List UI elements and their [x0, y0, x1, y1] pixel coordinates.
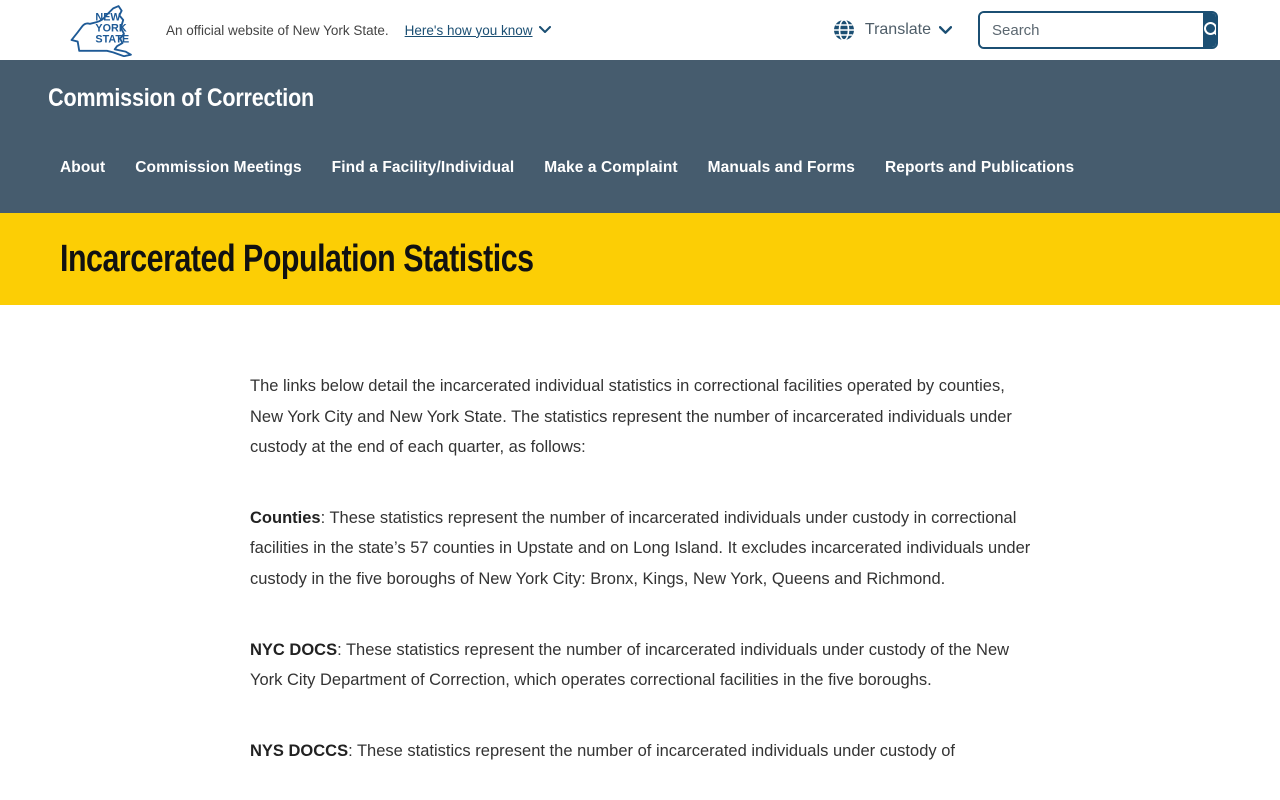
paragraph-text: : These statistics represent the number of incarcerated individuals under custody of the New York City Department of Correction, which operates correctional facilities in the five boroughs. [250, 640, 1010, 690]
official-banner-left [68, 3, 551, 57]
nys-logo[interactable] [68, 3, 146, 57]
paragraph-text: The links below detail the incarcerated individual statistics in correctional facilities operated by counties, New York City and New York State. The statistics represent the number of incarcerated individuals under custody at the end of each quarter, as follows: [250, 377, 1012, 457]
nav-find-a-facility-individual[interactable]: Find a Facility/Individual [331, 159, 515, 176]
paragraph-text: : These statistics represent the number of incarcerated individuals under custody of [348, 741, 955, 760]
page-title: Incarcerated Population Statistics [60, 237, 534, 280]
globe-icon [832, 18, 856, 42]
paragraph-text: : These statistics represent the number of incarcerated individuals under custody in correctional facilities in the state’s 57 counties in Upstate and on Long Island. It excludes incarcerated individuals under custody in the five boroughs of New York City: Bronx, Kings, New York, Queens and Richmond. [250, 508, 1031, 588]
new-york-state-outline-icon [68, 3, 146, 57]
official-banner-right [832, 11, 1218, 49]
counties-paragraph [250, 503, 1035, 595]
official-message: An official website of New York State. [166, 22, 389, 38]
nav-about[interactable]: About [60, 159, 106, 176]
chevron-down-icon [539, 26, 551, 34]
nav-reports-and-publications[interactable]: Reports and Publications [884, 159, 1075, 176]
search-icon [1203, 21, 1218, 39]
official-site-banner [0, 0, 1280, 60]
page-title-banner [0, 213, 1280, 305]
intro-paragraph [250, 371, 1035, 463]
heres-how-you-know-label: Here's how you know [404, 22, 533, 38]
chevron-down-icon [939, 26, 952, 35]
paragraph-lead: Counties [250, 508, 321, 527]
svg-text:NEW YORK S [95, 12, 129, 46]
nav-manuals-and-forms[interactable]: Manuals and Forms [707, 159, 855, 176]
nys-doccs-paragraph [250, 736, 1035, 767]
nav-make-a-complaint[interactable]: Make a Complaint [544, 159, 678, 176]
paragraph-lead: NYS DOCCS [250, 741, 349, 760]
paragraph-lead: NYC DOCS [250, 640, 338, 659]
search-input[interactable] [980, 13, 1203, 47]
logo-line-3: STATE [95, 33, 130, 46]
search-button[interactable] [1203, 13, 1218, 47]
main-content [0, 305, 1035, 766]
heres-how-you-know-link[interactable] [405, 23, 551, 38]
search-box [978, 11, 1218, 49]
translate-label: Translate [864, 21, 931, 38]
site-header [0, 60, 1280, 213]
translate-button[interactable] [832, 18, 952, 42]
logo-line-2: YORK [95, 22, 127, 35]
site-title[interactable]: Commission of Correction [48, 84, 315, 112]
logo-line-1: NEW [95, 11, 121, 24]
main-nav [60, 159, 1280, 177]
nav-commission-meetings[interactable]: Commission Meetings [135, 159, 302, 176]
nyc-docs-paragraph [250, 635, 1035, 696]
